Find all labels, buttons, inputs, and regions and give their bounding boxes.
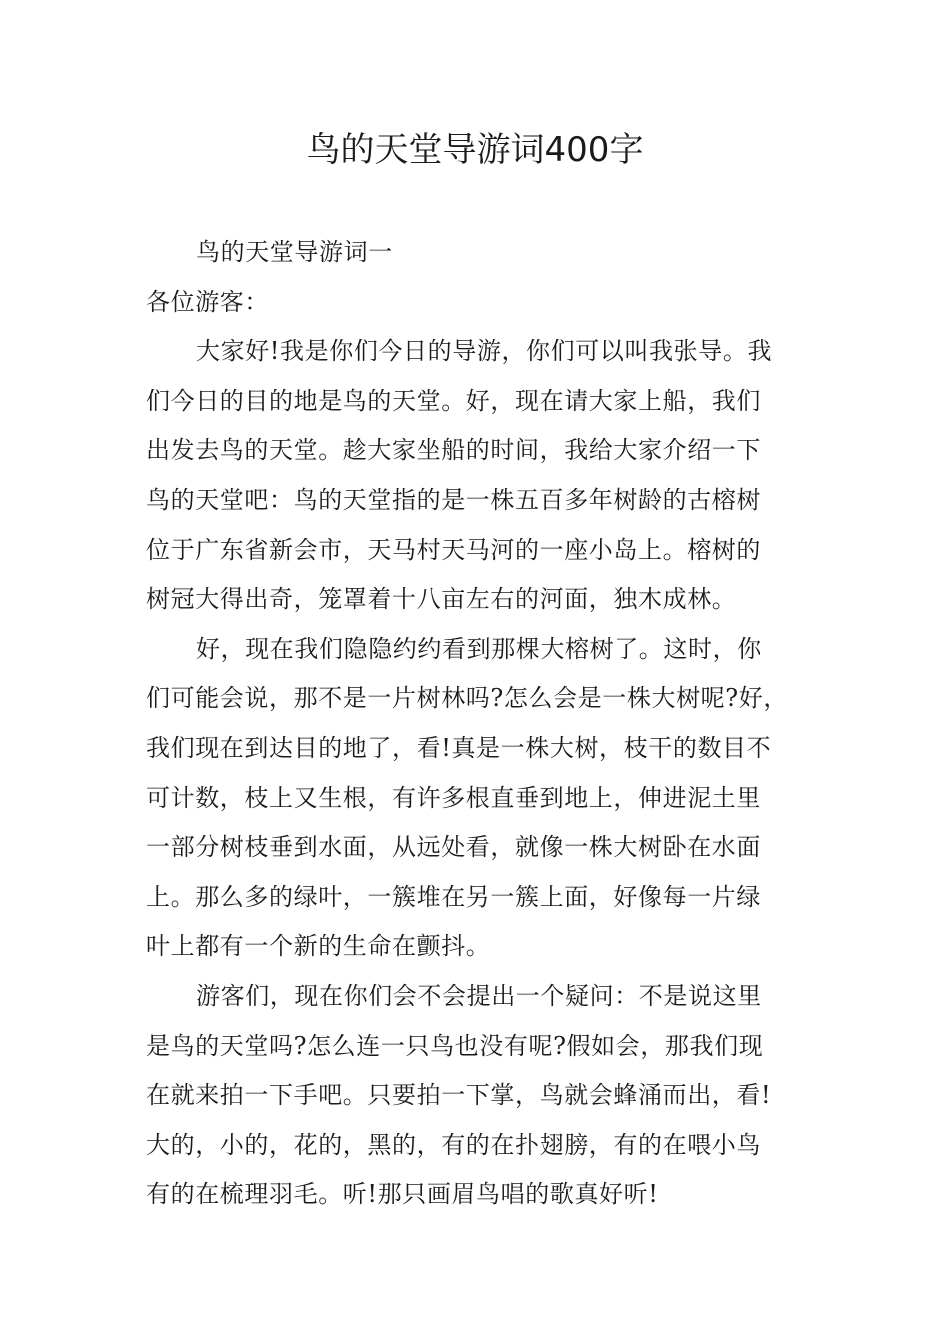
- body-line: 们可能会说，那不是一片树林吗?怎么会是一株大树呢?好，: [146, 684, 788, 713]
- body-line: 树冠大得出奇，笼罩着十八亩左右的河面，独木成林。: [146, 585, 737, 614]
- body-line: 鸟的天堂吧：鸟的天堂指的是一株五百多年树龄的古榕树: [146, 485, 761, 514]
- body-line: 叶上都有一个新的生命在颤抖。: [146, 932, 491, 961]
- body-line: 我们现在到达目的地了，看!真是一株大树，枝干的数目不: [146, 733, 772, 762]
- document-body: [146, 228, 826, 1220]
- body-line: 各位游客：: [146, 287, 269, 316]
- body-line: 可计数，枝上又生根，有许多根直垂到地上，伸进泥土里: [146, 783, 761, 812]
- body-line: 鸟的天堂导游词一: [196, 238, 393, 266]
- body-line: 一部分树枝垂到水面，从远处看，就像一株大树卧在水面: [146, 833, 761, 862]
- body-line: 大家好!我是你们今日的导游，你们可以叫我张导。我: [196, 337, 773, 366]
- body-line: 们今日的目的地是鸟的天堂。好，现在请大家上船，我们: [146, 386, 761, 415]
- body-line: 出发去鸟的天堂。趁大家坐船的时间，我给大家介绍一下: [146, 436, 761, 465]
- body-line: 在就来拍一下手吧。只要拍一下掌，鸟就会蜂涌而出，看!: [146, 1081, 772, 1110]
- body-line: 大的，小的，花的，黑的，有的在扑翅膀，有的在喂小鸟: [146, 1130, 761, 1159]
- body-line: 好，现在我们隐隐约约看到那棵大榕树了。这时，你: [196, 634, 762, 663]
- body-line: 有的在梳理羽毛。听!那只画眉鸟唱的歌真好听!: [146, 1180, 659, 1209]
- body-line: 是鸟的天堂吗?怎么连一只鸟也没有呢?假如会，那我们现: [146, 1031, 764, 1060]
- body-line: 游客们，现在你们会不会提出一个疑问：不是说这里: [196, 981, 762, 1010]
- document-title: 鸟的天堂导游词400字: [306, 130, 644, 170]
- body-line: 上。那么多的绿叶，一簇堆在另一簇上面，好像每一片绿: [146, 882, 761, 911]
- body-line: 位于广东省新会市，天马村天马河的一座小岛上。榕树的: [146, 535, 761, 564]
